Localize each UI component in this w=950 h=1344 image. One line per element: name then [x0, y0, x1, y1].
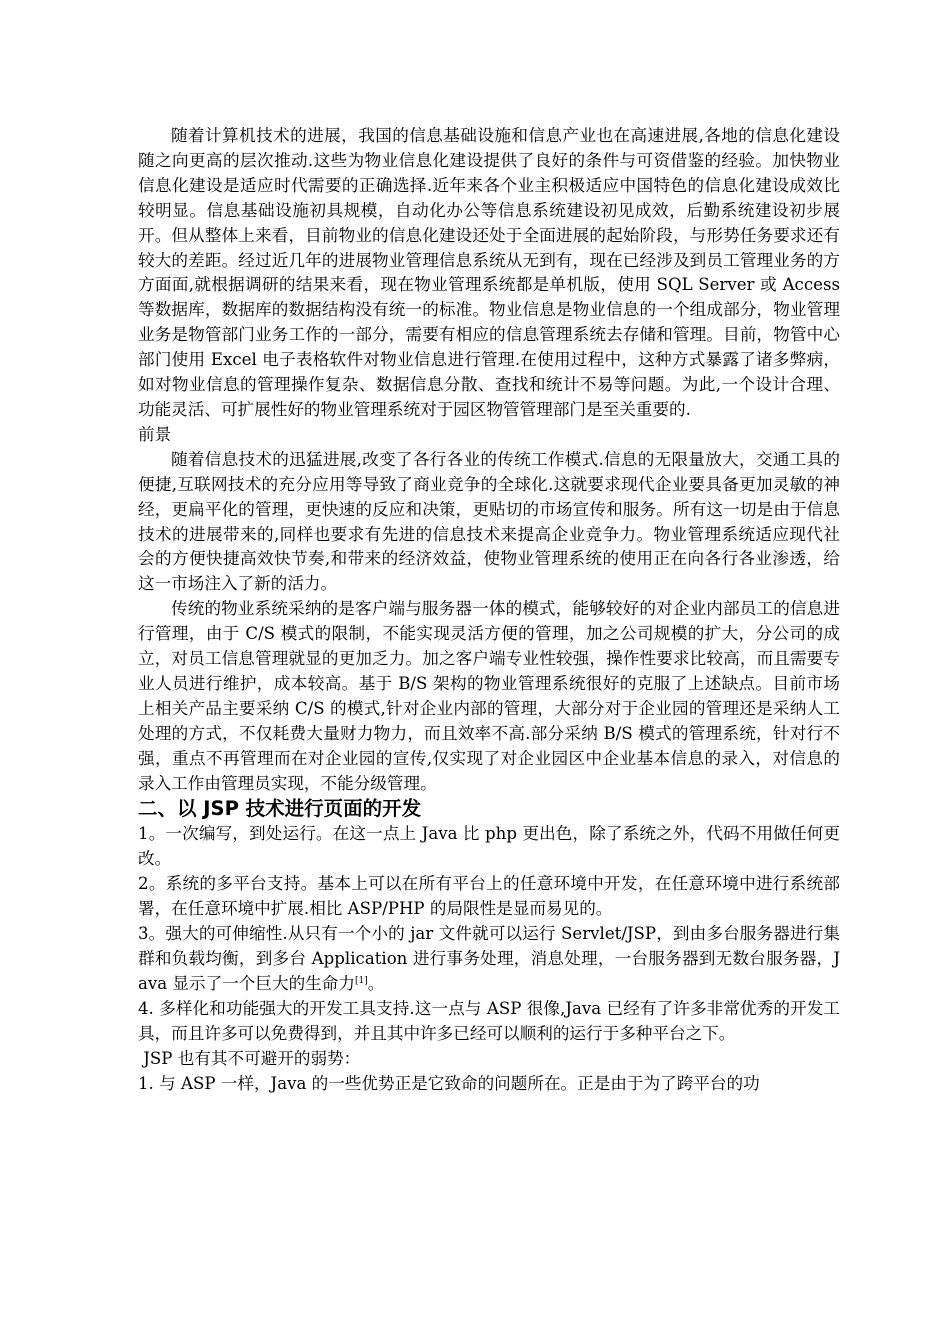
citation-ref: [1]: [354, 975, 368, 986]
weakness-item-1: 1. 与 ASP 一样，Java 的一些优势正是它致命的问题所在。正是由于为了跨平台的功: [138, 1073, 760, 1093]
intro-paragraph: 随着计算机技术的进展，我国的信息基础设施和信息产业也在高速进展,各地的信息化建设随之向更高的层次推动.这些为物业信息化建设提供了良好的条件与可资借鉴的经验。加快物业信息化建设是适应时代需要的正确选择.近年来各个业主积极适应中国特色的信息化建设成效比较明显。信息基础设施初具规模，自动化办公等信息系统建设初见成效，后勤系统建设初步展开。但从整体上来看，目前物业的信息化建设还处于全面进展的起始阶段，与形势任务要求还有较大的差距。经过近几年的进展物业管理信息系统从无到有，现在已经涉及到员工管理业务的方方面面,就根据调研的结果来看，现在物业管理系统都是单机版，使用 SQL Server 或 Access 等数据库，数据库的数据结构没有统一的标准。物业信息是物业信息的一个组成部分，物业管理业务是物管部门业务工作的一部分，需要有相应的信息管理系统去存储和管理。目前，物管中心部门使用 Excel 电子表格软件对物业信息进行管理.在使用过程中，这种方式暴露了诸多弊病，如对物业信息的管理操作复杂、数据信息分散、查找和统计不易等问题。为此,一个设计合理、功能灵活、可扩展性好的物业管理系统对于园区物管管理部门是至关重要的.: [138, 126, 840, 419]
weakness-intro: JSP 也有其不可避开的弱势：: [138, 1048, 361, 1068]
advantage-item-1: 1。一次编写，到处运行。在这一点上 Java 比 php 更出色，除了系统之外，代码不用做任何更改。: [138, 824, 840, 869]
foreword-label: 前景: [138, 424, 172, 444]
advantage-item-2: 2。系统的多平台支持。基本上可以在所有平台上的任意环境中开发，在任意环境中进行系统部署，在任意环境中扩展.相比 ASP/PHP 的局限性是显而易见的。: [138, 874, 840, 919]
advantage-item-3-end: 。: [367, 973, 385, 993]
advantage-item-4: 4. 多样化和功能强大的开发工具支持.这一点与 ASP 很像,Java 已经有了许多非常优秀的开发工具，而且许多可以免费得到，并且其中许多已经可以顺利的运行于多种平台之下。: [138, 998, 840, 1043]
foreword-paragraph-2: 传统的物业系统采纳的是客户端与服务器一体的模式，能够较好的对企业内部员工的信息进行管理，由于 C/S 模式的限制，不能实现灵活方便的管理，加之公司规模的扩大，分公司的成立，对员工信息管理就显的更加乏力。加之客户端专业性较强，操作性要求比较高，而且需要专业人员进行维护，成本较高。基于 B/S 架构的物业管理系统很好的克服了上述缺点。目前市场上相关产品主要采纳 C/S 的模式,针对企业内部的管理，大部分对于企业园的管理还是采纳人工处理的方式，不仅耗费大量财力物力，而且效率不高.部分采纳 B/S 模式的管理系统，针对行不强，重点不再管理而在对企业园的宣传,仅实现了对企业园区中企业基本信息的录入，对信息的录入工作由管理员实现，不能分级管理。: [138, 599, 840, 793]
advantage-item-3-text: 3。强大的可伸缩性.从只有一个小的 jar 文件就可以运行 Servlet/JSP，到由多台服务器进行集群和负载均衡，到多台 Application 进行事务处理，消息处理，一台服务器到无数台服务器，Java 显示了一个巨大的生命力: [138, 924, 840, 993]
advantage-item-3: [138, 922, 840, 997]
section-heading-jsp: 二、以 JSP 技术进行页面的开发: [138, 797, 422, 821]
document-page: [138, 124, 840, 1096]
foreword-paragraph-1: 随着信息技术的迅猛进展,改变了各行各业的传统工作模式.信息的无限量放大，交通工具的便捷,互联网技术的充分应用等导致了商业竞争的全球化.这就要求现代企业要具备更加灵敏的神经，更扁平化的管理，更快速的反应和决策，更贴切的市场宣传和服务。所有这一切是由于信息技术的进展带来的,同样也要求有先进的信息技术来提高企业竞争力。物业管理系统适应现代社会的方便快捷高效快节奏,和带来的经济效益，使物业管理系统的使用正在向各行各业渗透，给这一市场注入了新的活力。: [138, 449, 840, 594]
